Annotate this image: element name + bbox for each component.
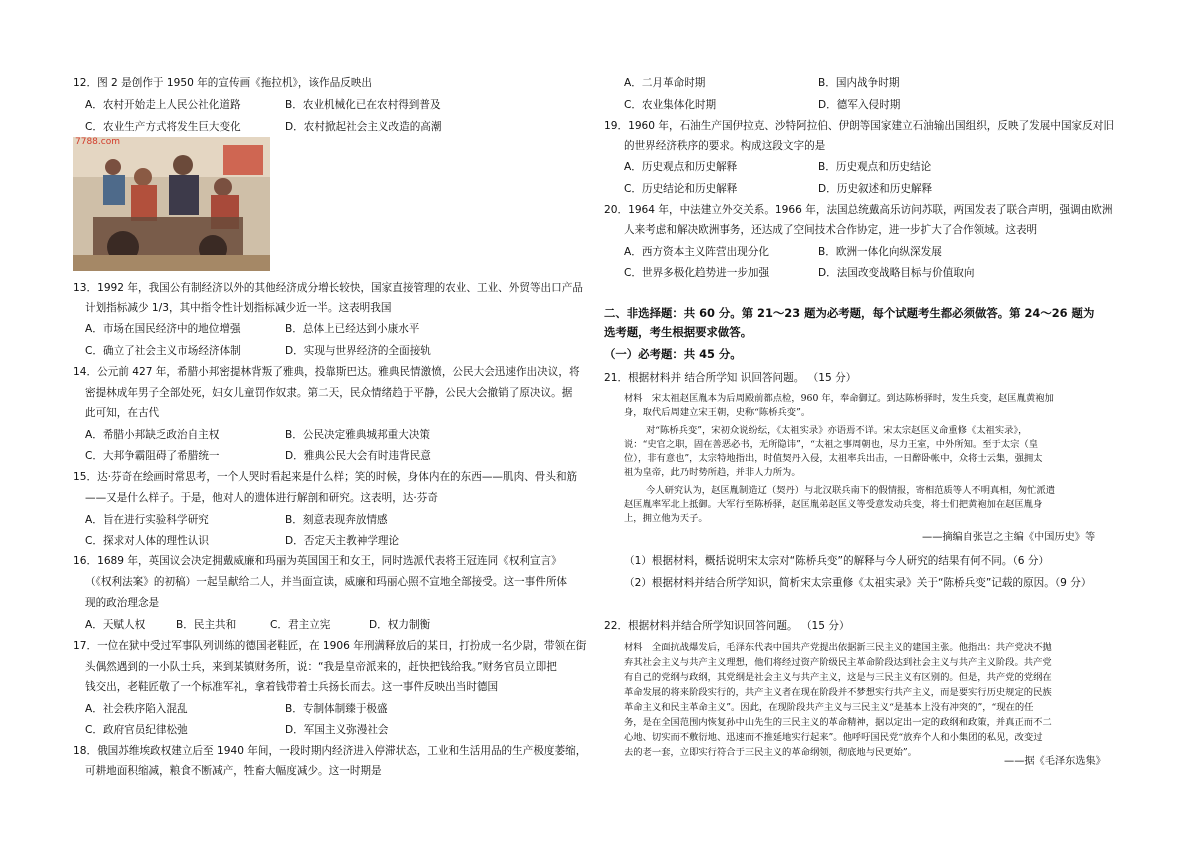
q20-line-1: 20．1964 年，中法建立外交关系。1966 年，法国总统戴高乐访问苏联，两国发表了联合声明，强调由欧洲 <box>604 204 1113 216</box>
q21-sub-question-2: （2）根据材料并结合所学知识，简析宋太宗重修《太祖实录》关于“陈桥兵变”记载的原因。（9 分） <box>624 577 1092 589</box>
q22-stem: 22．根据材料并结合所学知识回答问题。 （15 分） <box>604 620 850 632</box>
q16-line-1: 16．1689 年，英国议会决定拥戴威廉和玛丽为英国国王和女王，同时选派代表将王冠连同《权利宣言》 <box>73 555 562 567</box>
q21-material-line-9: 上，拥立他为天子。 <box>624 513 708 524</box>
q15-option-c[interactable]: C．探求对人体的理性认识 <box>85 535 209 547</box>
q21-material-line-4: 说：“史官之职，固在善恶必书，无所隐讳”，“太祖之事周朝也，尽力王室，中外所知。至于太宗（皇 <box>624 439 1039 450</box>
q19-option-c[interactable]: C．历史结论和历史解释 <box>624 183 738 195</box>
q15-option-d[interactable]: D．否定天主教神学理论 <box>285 535 400 547</box>
q13-option-a[interactable]: A．市场在国民经济中的地位增强 <box>85 323 241 335</box>
section2-heading-line-1: 二、非选择题：共 60 分。第 21～23 题为必考题，每个试题考生都必须做答。第 24～26 题为 <box>604 306 1095 320</box>
q22-material-line-6: 务，是在全国范围内恢复孙中山先生的三民主义的革命精神，据以定出一定的政纲和政策，并真正而不二 <box>624 717 1052 728</box>
q17-option-a[interactable]: A．社会秩序陷入混乱 <box>85 703 188 715</box>
q16-option-b[interactable]: B．民主共和 <box>176 619 237 631</box>
q16-line-3: 现的政治理念是 <box>85 597 160 609</box>
q14-line-1: 14．公元前 427 年，希腊小邦密提林背叛了雅典，投靠斯巴达。雅典民情激愤，公民大会迅速作出决议，将 <box>73 366 580 378</box>
q12-option-d[interactable]: D．农村掀起社会主义改造的高潮 <box>285 121 442 133</box>
q17-option-b[interactable]: B．专制体制臻于极盛 <box>285 703 388 715</box>
q21-material-line-5: 位），非有意也”，太宗特地指出，时值契丹入侵，太祖率兵出击，一日醉卧帐中，众将士云集，强拥太 <box>624 453 1043 464</box>
q18-option-a[interactable]: A．二月革命时期 <box>624 77 706 89</box>
q18-option-c[interactable]: C．农业集体化时期 <box>624 99 717 111</box>
q13-option-d[interactable]: D．实现与世界经济的全面接轨 <box>285 345 431 357</box>
q21-material-line-8: 赵匡胤率军北上抵御。大军行至陈桥驿，赵匡胤弟赵匡义等受意发动兵变，将士们把黄袍加在赵匡胤身 <box>624 499 1043 510</box>
q19-option-a[interactable]: A．历史观点和历史解释 <box>624 161 738 173</box>
q16-option-c[interactable]: C．君主立宪 <box>270 619 331 631</box>
q22-material-line-7: 心地、切实而不敷衍地、迅速而不推延地实行起来”。他呼吁国民党“放弃个人和小集团的私见，改变过 <box>624 732 1043 743</box>
q20-option-d[interactable]: D．法国改变战略目标与价值取向 <box>818 267 975 279</box>
q20-line-2: 人来考虑和解决欧洲事务，还达成了空间技术合作协定，进一步扩大了合作领域。这表明 <box>624 224 1038 236</box>
q19-line-1: 19．1960 年，石油生产国伊拉克、沙特阿拉伯、伊朗等国家建立石油输出国组织，反映了发展中国家反对旧 <box>604 120 1114 132</box>
q17-line-1: 17．一位在狱中受过军事队列训练的德国老鞋匠，在 1906 年刑满释放后的某日，打扮成一名少尉，带领在街 <box>73 640 587 652</box>
q13-option-c[interactable]: C．确立了社会主义市场经济体制 <box>85 345 241 357</box>
q14-option-a[interactable]: A．希腊小邦缺乏政治自主权 <box>85 429 220 441</box>
q20-option-c[interactable]: C．世界多极化趋势进一步加强 <box>624 267 770 279</box>
poster-watermark: 7788.com <box>75 137 120 147</box>
q21-material-line-6: 祖为皇帝，此乃时势所趋，并非人力所为。 <box>624 467 801 478</box>
q16-option-a[interactable]: A．天赋人权 <box>85 619 146 631</box>
poster-illustration <box>73 137 270 271</box>
q19-line-2: 的世界经济秩序的要求。构成这段文字的是 <box>624 140 826 152</box>
q18-option-b[interactable]: B．国内战争时期 <box>818 77 900 89</box>
q21-material-line-7: 今人研究认为，赵匡胤制造辽（契丹）与北汉联兵南下的假情报，寄相范质等人不明真相，匆忙派遣 <box>646 485 1056 496</box>
q22-material-line-5: 革命主义和民主革命主义”。因此，在现阶段共产主义与三民主义“是基本上没有冲突的”，“现在的任 <box>624 702 1034 713</box>
q21-material-line-1: 材料 宋太祖赵匡胤本为后周殿前都点检，960 年，奉命御辽。到达陈桥驿时，发生兵变，赵匡胤黄袍加 <box>624 393 1054 404</box>
q21-stem: 21．根据材料并 结合所学知 识回答问题。 （15 分） <box>604 372 857 384</box>
q22-material-line-4: 革命发展的将来阶段实行的，共产主义者在现在阶段并不梦想实行共产主义，而是要实行历史规定的民族 <box>624 687 1052 698</box>
q14-line-3: 此可知，在古代 <box>85 407 160 419</box>
q12-option-b[interactable]: B．农业机械化已在农村得到普及 <box>285 99 441 111</box>
q19-option-b[interactable]: B．历史观点和历史结论 <box>818 161 932 173</box>
q17-option-c[interactable]: C．政府官员纪律松弛 <box>85 724 188 736</box>
q18-line-1: 18．俄国苏维埃政权建立后至 1940 年间，一段时期内经济进入停滞状态，工业和生活用品的生产极度萎缩， <box>73 745 587 757</box>
q19-option-d[interactable]: D．历史叙述和历史解释 <box>818 183 933 195</box>
q13-line-2: 计划指标减少 1/3，其中指令性计划指标减少近一半。这表明我国 <box>85 302 392 314</box>
q17-option-d[interactable]: D．军国主义弥漫社会 <box>285 724 389 736</box>
q14-option-d[interactable]: D．雅典公民大会有时违背民意 <box>285 450 431 462</box>
q15-line-1: 15．达·芬奇在绘画时常思考，一个人哭时看起来是什么样；笑的时候，身体内在的东西——肌肉、骨头和筋 <box>73 471 578 483</box>
q22-material-line-1: 材料 全面抗战爆发后，毛泽东代表中国共产党提出依据新三民主义的建国主张。他指出：共产党决不抛 <box>624 642 1052 653</box>
q16-line-2: （《权利法案》的初稿）一起呈献给二人，并当面宣读，威廉和玛丽心照不宣地全部接受。这一事件所体 <box>85 576 568 588</box>
q22-material-line-2: 弃其社会主义与共产主义理想，他们将经过资产阶级民主革命阶段达到社会主义与共产主义阶段。共产党 <box>624 657 1052 668</box>
q21-sub-question-1: （1）根据材料，概括说明宋太宗对“陈桥兵变”的解释与今人研究的结果有何不同。（6 分） <box>624 555 1050 567</box>
q20-option-b[interactable]: B．欧洲一体化向纵深发展 <box>818 246 942 258</box>
q13-line-1: 13．1992 年，我国公有制经济以外的其他经济成分增长较快，国家直接管理的农业、工业、外贸等出口产品 <box>73 282 583 294</box>
q22-material-line-8: 去的老一套，立即实行符合于三民主义的革命纲领，彻底地与民更始”。 <box>624 747 917 758</box>
section2-heading-line-2: 选考题，考生根据要求做答。 <box>604 325 753 339</box>
q17-line-2: 头偶然遇到的一小队士兵，来到某镇财务所，说：“我是皇帝派来的，赶快把钱给我。”财务官员立即把 <box>85 661 557 673</box>
q15-option-b[interactable]: B．刻意表现奔放情感 <box>285 514 388 526</box>
q16-option-d[interactable]: D．权力制衡 <box>369 619 431 631</box>
q13-option-b[interactable]: B．总体上已经达到小康水平 <box>285 323 420 335</box>
q14-line-2: 密提林成年男子全部处死，妇女儿童罚作奴隶。第二天，民众情绪趋于平静，公民大会撤销了原决议。据 <box>85 387 573 399</box>
q21-material-line-2: 身，取代后周建立宋王朝，史称“陈桥兵变”。 <box>624 407 811 418</box>
tractor-poster-image <box>73 137 270 271</box>
q14-option-c[interactable]: C．大邦争霸阻碍了希腊统一 <box>85 450 220 462</box>
q21-source: ——摘编自张岂之主编《中国历史》等 <box>922 532 1096 543</box>
q14-option-b[interactable]: B．公民决定雅典城邦重大决策 <box>285 429 430 441</box>
q12-option-a[interactable]: A．农村开始走上人民公社化道路 <box>85 99 241 111</box>
q17-line-3: 钱交出，老鞋匠敬了一个标准军礼，拿着钱带着士兵扬长而去。这一事件反映出当时德国 <box>85 681 499 693</box>
required-section-heading: （一）必考题：共 45 分。 <box>604 347 742 361</box>
q20-option-a[interactable]: A．西方资本主义阵营出现分化 <box>624 246 769 258</box>
q18-option-d[interactable]: D．德军入侵时期 <box>818 99 901 111</box>
q18-line-2: 可耕地面积缩减，粮食不断减产，牲畜大幅度减少。这一时期是 <box>85 765 382 777</box>
q22-material-line-3: 有自己的党纲与政纲，其党纲是社会主义与共产主义，这是与三民主义有区别的。但是，共产党的党纲在 <box>624 672 1052 683</box>
q12-option-c[interactable]: C．农业生产方式将发生巨大变化 <box>85 121 241 133</box>
q22-source: ——据《毛泽东选集》 <box>1004 756 1106 767</box>
q12-stem: 12．图 2 是创作于 1950 年的宣传画《拖拉机》，该作品反映出 <box>73 77 373 89</box>
q21-material-line-3: 对“陈桥兵变”，宋初众说纷纭，《太祖实录》亦语焉不详。宋太宗赵匡义命重修《太祖实录》， <box>646 425 1028 436</box>
q15-line-2: ——又是什么样子。于是，他对人的遗体进行解剖和研究。这表明，达·芬奇 <box>85 492 438 504</box>
q15-option-a[interactable]: A．旨在进行实验科学研究 <box>85 514 209 526</box>
